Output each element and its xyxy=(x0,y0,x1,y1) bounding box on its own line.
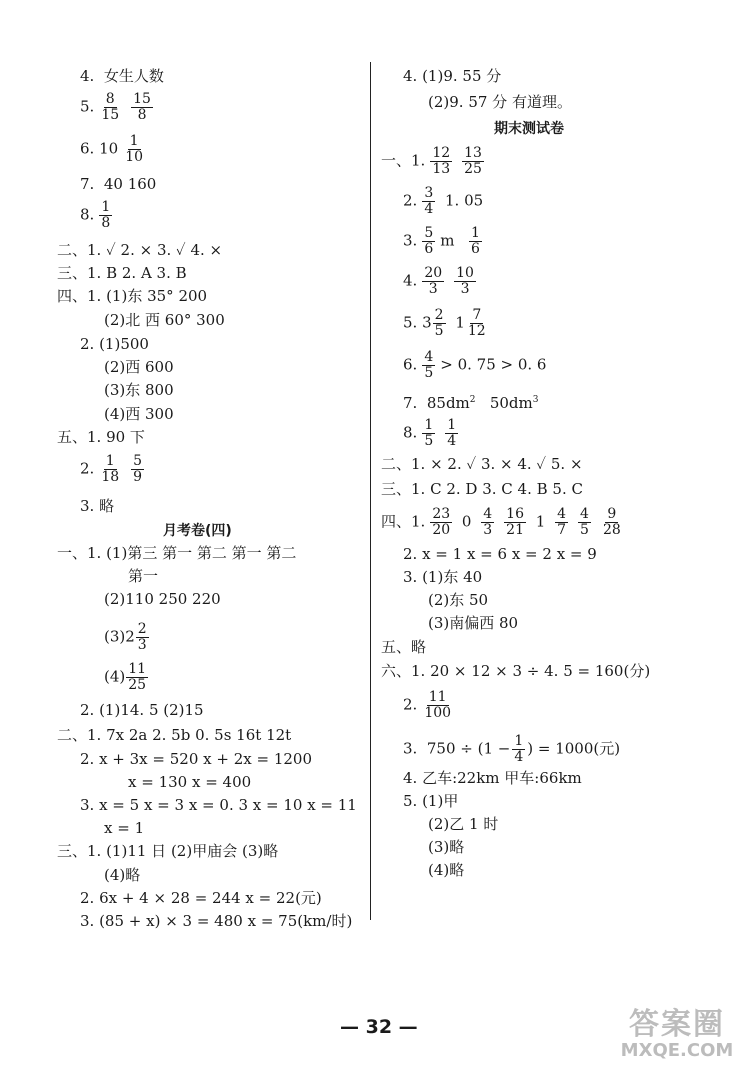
fraction: $\frac{4}{3}$ xyxy=(483,506,493,538)
fraction: $\frac{11}{25}$ xyxy=(128,661,147,693)
answer-line: (2)110 250 220 xyxy=(104,590,221,608)
answer-line: 3. 略 xyxy=(80,497,115,515)
fraction: $\frac{5}{9}$ xyxy=(133,453,143,485)
answer-line: 2. x + 3x = 520 x + 2x = 1200 xyxy=(80,750,312,768)
answer-line: 2. x = 1 x = 6 x = 2 x = 9 xyxy=(403,545,597,563)
answer-line: (4)西 300 xyxy=(104,405,174,423)
fraction: $\frac{9}{28}$ xyxy=(602,506,621,538)
answer-line: (2)北 西 60° 300 xyxy=(104,311,225,329)
fraction: $\frac{23}{20}$ xyxy=(432,506,451,538)
answer-line: 2. (1)500 xyxy=(80,335,149,353)
answer-line: 4. 乙车:22km 甲车:66km xyxy=(403,769,582,787)
answer-line: 四、1. (1)东 35° 200 xyxy=(57,287,208,305)
answer-line: 3. (85 + x) × 3 = 480 x = 75(km/时) xyxy=(80,912,353,930)
answer-line: 五、略 xyxy=(381,638,427,656)
watermark-text: 答案圈 xyxy=(629,1007,725,1042)
answer-line: 5. (1)甲 xyxy=(403,792,459,810)
answer-line: 二、1. 7x 2a 2. 5b 0. 5s 16t 12t xyxy=(57,726,292,744)
fraction: $\frac{20}{3}$ xyxy=(424,265,443,297)
answer-line: x = 130 x = 400 xyxy=(128,773,252,791)
answer-line: 3. $\frac{5}{6}$ m $\frac{1}{6}$ xyxy=(403,225,480,257)
fraction: $\frac{10}{3}$ xyxy=(456,265,474,297)
answer-line: 2. 6x + 4 × 28 = 244 x = 22(元) xyxy=(80,889,322,907)
answer-line: 5. 3 $\frac{2}{5}$ 1 $\frac{7}{12}$ xyxy=(403,307,486,339)
fraction: $\frac{13}{25}$ xyxy=(464,145,482,177)
answer-line: 一、1. (1)第三 第一 第二 第一 第二 xyxy=(57,544,297,562)
fraction: $\frac{1}{10}$ xyxy=(125,133,144,165)
fraction: $\frac{11}{100}$ xyxy=(424,689,452,721)
answer-line: 4. $\frac{20}{3}$ $\frac{10}{3}$ xyxy=(403,265,474,297)
answer-line: 2. $\frac{11}{100}$ xyxy=(403,689,452,721)
answer-line: 4. (1)9. 55 分 xyxy=(403,67,502,85)
answer-line: 7. $85dm^2$ $50dm^3$ xyxy=(403,394,539,412)
answer-line: (2)9. 57 分 有道理。 xyxy=(428,93,572,111)
answer-line: 6. $\frac{4}{5}$ > 0. 75 > 0. 6 xyxy=(403,349,547,381)
answer-line: 4. 女生人数 xyxy=(80,67,164,85)
answer-line: (2)东 50 xyxy=(428,591,489,609)
answer-line: (3)2 $\frac{2}{3}$ xyxy=(104,621,147,653)
answer-line: 二、1. ✓ 2. × 3. ✓ 4. × xyxy=(57,241,223,259)
answer-line: 8. $\frac{1}{5}$ $\frac{1}{4}$ xyxy=(403,417,457,449)
fraction: $\frac{2}{5}$ xyxy=(434,307,444,339)
answer-line: 第一 xyxy=(128,567,159,585)
answer-line: 三、1. C 2. D 3. C 4. B 5. C xyxy=(381,480,583,498)
answer-line: (3)东 800 xyxy=(104,381,174,399)
answer-line: (3)略 xyxy=(428,838,465,856)
fraction: $\frac{1}{8}$ xyxy=(101,199,111,231)
fraction: $\frac{4}{5}$ xyxy=(580,506,589,538)
fraction: $\frac{4}{5}$ xyxy=(424,349,434,381)
answer-line: (4)略 xyxy=(428,861,465,879)
answer-line: 2. $\frac{3}{4}$ 1. 05 xyxy=(403,185,484,217)
fraction: $\frac{1}{4}$ xyxy=(514,733,524,765)
answer-line: 三、1. B 2. A 3. B xyxy=(57,264,187,282)
answer-line: 六、1. 20 × 12 × 3 ÷ 4. 5 = 160(分) xyxy=(381,662,651,680)
answer-line: (2)乙 1 时 xyxy=(428,815,499,833)
answer-line: 8. $\frac{1}{8}$ xyxy=(80,199,111,231)
answer-line: 3. x = 5 x = 3 x = 0. 3 x = 10 x = 11 xyxy=(80,796,357,814)
fraction: $\frac{7}{12}$ xyxy=(467,307,486,339)
answer-line: 四、1. $\frac{23}{20}$ 0 $\frac{4}{3}$ $\frac{16}{21}$ 1 $\frac{4}{7}$ $\frac{4}{5}$ $\frac{9}{28}$ xyxy=(381,506,621,538)
answer-line: 5. $\frac{8}{15}$ $\frac{15}{8}$ xyxy=(80,91,151,123)
fraction: $\frac{8}{15}$ xyxy=(101,91,120,123)
answer-line: 2. $\frac{1}{18}$ $\frac{5}{9}$ xyxy=(80,453,143,485)
answer-line: (4)略 xyxy=(104,866,141,884)
fraction: $\frac{1}{5}$ xyxy=(424,417,434,449)
section-title: 月考卷(四) xyxy=(163,523,232,539)
answer-line: (3)南偏西 80 xyxy=(428,614,519,632)
fraction: $\frac{16}{21}$ xyxy=(506,506,524,538)
column-divider xyxy=(370,62,371,920)
answer-line: 3. (1)东 40 xyxy=(403,568,483,586)
page-number: — 32 — xyxy=(340,1016,418,1038)
fraction: $\frac{15}{8}$ xyxy=(133,91,151,123)
answer-line: 6. 10 $\frac{1}{10}$ xyxy=(80,133,144,165)
answer-line: (2)西 600 xyxy=(104,358,174,376)
fraction: $\frac{12}{13}$ xyxy=(432,145,451,177)
answer-line: x = 1 xyxy=(104,819,145,837)
answer-line: (4) $\frac{11}{25}$ xyxy=(104,661,147,693)
fraction: $\frac{1}{6}$ xyxy=(471,225,480,257)
answer-line: 三、1. (1)11 日 (2)甲庙会 (3)略 xyxy=(57,842,279,860)
answer-line: 二、1. × 2. ✓ 3. × 4. ✓ 5. × xyxy=(381,455,583,473)
answer-line: 一、1. $\frac{12}{13}$ $\frac{13}{25}$ xyxy=(381,145,482,177)
answer-line: 2. (1)14. 5 (2)15 xyxy=(80,701,204,719)
watermark-logo xyxy=(612,1008,742,1061)
fraction: $\frac{5}{6}$ xyxy=(424,225,434,257)
fraction: $\frac{2}{3}$ xyxy=(137,621,147,653)
fraction: $\frac{4}{7}$ xyxy=(557,506,567,538)
answer-line: 7. 40 160 xyxy=(80,175,157,193)
section-title: 期末测试卷 xyxy=(494,121,564,137)
answer-line: 五、1. 90 下 xyxy=(57,428,145,446)
fraction: $\frac{1}{18}$ xyxy=(101,453,120,485)
watermark-url: MXQE.COM xyxy=(620,1040,734,1061)
fraction: $\frac{3}{4}$ xyxy=(424,185,434,217)
fraction: $\frac{1}{4}$ xyxy=(447,417,457,449)
answer-line: 3. 750 ÷ (1 − $\frac{1}{4}$ ) = 1000(元) xyxy=(403,733,621,765)
